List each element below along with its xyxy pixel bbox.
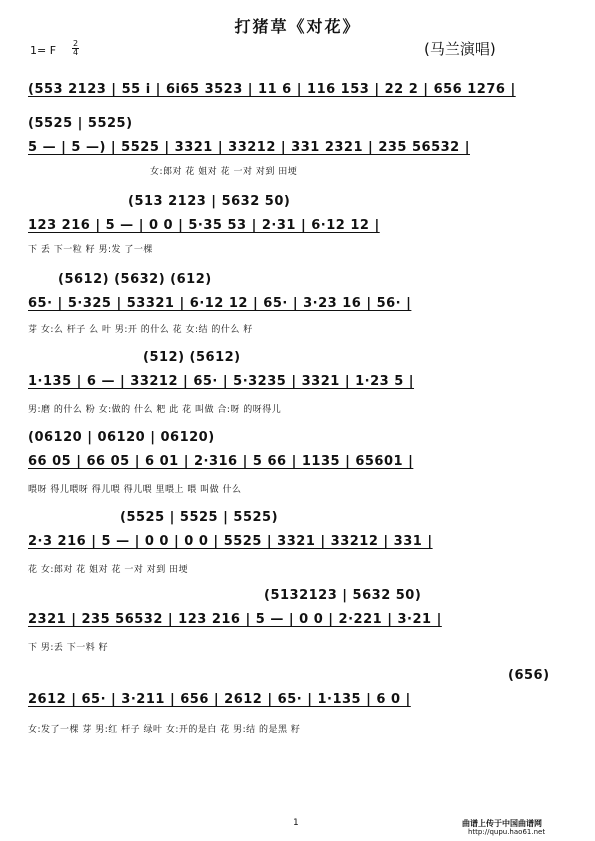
lyrics: 花 女:郎对 花 姐对 花 一对 对到 田埂 (28, 565, 189, 575)
staff-line-1 (28, 78, 568, 112)
lyrics: 男:磨 的什么 粉 女:做的 什么 粑 此 花 叫做 合:呀 的呀得儿 (28, 405, 282, 415)
page-title: 打猪草《对花》 (234, 17, 361, 36)
lyrics: 下 丢 下一粒 籽 男:发 了一棵 (28, 245, 153, 255)
meter-top: 2 (72, 39, 79, 48)
upper-notes: (5525 | 5525) (28, 116, 133, 131)
upper-notes: (656) (508, 668, 550, 683)
staff-line-8 (28, 588, 568, 654)
upper-notes: (06120 | 06120 | 06120) (28, 430, 215, 445)
notes: 5 — | 5 —) | 5525 | 3321 | 33212 | 331 2321 | 235 56532 | (28, 140, 470, 155)
source-watermark: 曲谱上传于中国曲谱网 (462, 819, 542, 828)
notes: 123 216 | 5 — | 0 0 | 5·35 53 | 2·31 | 6·12 12 | (28, 218, 380, 233)
staff-line-2 (28, 116, 568, 180)
upper-notes: (512) (5612) (143, 350, 241, 365)
notes: 2·3 216 | 5 — | 0 0 | 0 0 | 5525 | 3321 | 33212 | 331 | (28, 534, 433, 549)
staff-line-4 (28, 272, 568, 338)
staff-line-3 (28, 194, 568, 260)
meter-bottom: 4 (72, 48, 79, 57)
staff-line-7 (28, 510, 568, 576)
notes: 66 05 | 66 05 | 6 01 | 2·316 | 5 66 | 1135 | 65601 | (28, 454, 414, 469)
page-number: 1 (293, 818, 299, 828)
notes: 1·135 | 6 — | 33212 | 65· | 5·3235 | 3321 | 1·23 5 | (28, 374, 415, 389)
notes: 2612 | 65· | 3·211 | 656 | 2612 | 65· | 1·135 | 6 0 | (28, 692, 411, 707)
lyrics: 喂呀 得儿喂呀 得儿喂 得儿喂 里喂上 喂 叫做 什么 (28, 485, 242, 495)
upper-notes: (5525 | 5525 | 5525) (120, 510, 279, 525)
staff-line-5 (28, 350, 568, 416)
key-signature: 1= F (30, 44, 57, 57)
time-signature (72, 40, 79, 57)
source-url: http://qupu.hao61.net (468, 828, 546, 836)
upper-notes: (513 2123 | 5632 50) (128, 194, 291, 209)
lyrics: 下 男:丢 下一料 籽 (28, 643, 109, 653)
upper-notes: (5132123 | 5632 50) (264, 588, 422, 603)
lyrics: 女:郎对 花 姐对 花 一对 对到 田埂 (150, 167, 298, 177)
notes: (553 2123 | 55 i | 6i65 3523 | 11 6 | 116 153 | 22 2 | 656 1276 | (28, 82, 516, 97)
lyrics: 芽 女:么 杆子 么 叶 男:开 的什么 花 女:结 的什么 籽 (28, 325, 253, 335)
staff-line-6 (28, 430, 568, 496)
staff-line-9 (28, 668, 568, 738)
singer-credit: (马兰演唱) (424, 40, 496, 58)
lyrics: 女:发了一棵 芽 男:红 杆子 绿叶 女:开的是白 花 男:结 的是黑 籽 (28, 725, 301, 735)
notes: 2321 | 235 56532 | 123 216 | 5 — | 0 0 | 2·221 | 3·21 | (28, 612, 442, 627)
upper-notes: (5612) (5632) (612) (58, 272, 212, 287)
notes: 65· | 5·325 | 53321 | 6·12 12 | 65· | 3·23 16 | 56· | (28, 296, 412, 311)
